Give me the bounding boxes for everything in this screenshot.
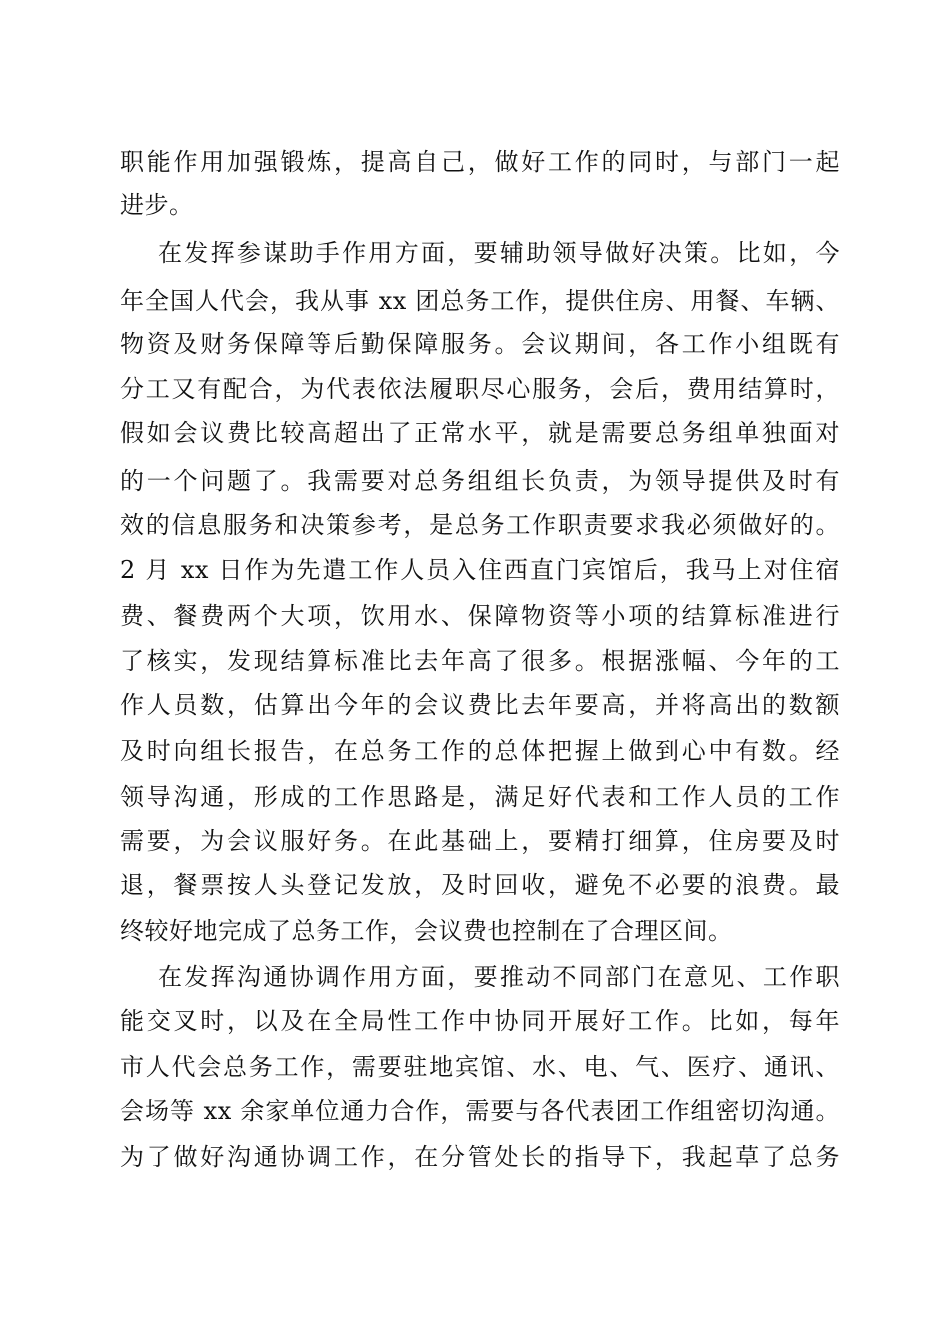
- text-line: 会场等 xx 余家单位通力合作，需要与各代表团工作组密切沟通。: [120, 1097, 840, 1125]
- text-line: 物资及财务保障等后勤保障服务。会议期间，各工作小组既有: [120, 330, 840, 358]
- text-line: 了核实，发现结算标准比去年高了很多。根据涨幅、今年的工: [120, 647, 840, 675]
- text-line: 退，餐票按人头登记发放，及时回收，避免不必要的浪费。最: [120, 871, 840, 899]
- text-line: 假如会议费比较高超出了正常水平，就是需要总务组单独面对: [120, 419, 840, 447]
- text-line: 市人代会总务工作，需要驻地宾馆、水、电、气、医疗、通讯、: [120, 1053, 840, 1081]
- text-line: 费、餐费两个大项，饮用水、保障物资等小项的结算标准进行: [120, 602, 840, 630]
- text-line: 作人员数，估算出今年的会议费比去年要高，并将高出的数额: [120, 691, 840, 719]
- text-line: 需要，为会议服好务。在此基础上，要精打细算，住房要及时: [120, 827, 840, 855]
- text-line: 及时向组长报告，在总务工作的总体把握上做到心中有数。经: [120, 737, 840, 765]
- text-line: 分工又有配合，为代表依法履职尽心服务，会后，费用结算时，: [120, 375, 840, 403]
- text-line: 领导沟通，形成的工作思路是，满足好代表和工作人员的工作: [120, 783, 840, 811]
- text-line: 终较好地完成了总务工作，会议费也控制在了合理区间。: [120, 917, 733, 945]
- text-line: 2 月 xx 日作为先遣工作人员入住西直门宾馆后，我马上对住宿: [120, 556, 840, 584]
- text-line: 为了做好沟通协调工作，在分管处长的指导下，我起草了总务: [120, 1143, 840, 1171]
- paragraph-start-line: 在发挥沟通协调作用方面，要推动不同部门在意见、工作职: [158, 963, 840, 991]
- text-line: 能交叉时，以及在全局性工作中协同开展好工作。比如，每年: [120, 1007, 840, 1035]
- text-line: 职能作用加强锻炼，提高自己，做好工作的同时，与部门一起: [120, 148, 840, 176]
- text-line: 效的信息服务和决策参考，是总务工作职责要求我必须做好的。: [120, 511, 840, 539]
- text-line: 进步。: [120, 191, 194, 219]
- paragraph-start-line: 在发挥参谋助手作用方面，要辅助领导做好决策。比如，今: [158, 239, 840, 267]
- text-line: 的一个问题了。我需要对总务组组长负责，为领导提供及时有: [120, 467, 840, 495]
- text-line: 年全国人代会，我从事 xx 团总务工作，提供住房、用餐、车辆、: [120, 287, 840, 315]
